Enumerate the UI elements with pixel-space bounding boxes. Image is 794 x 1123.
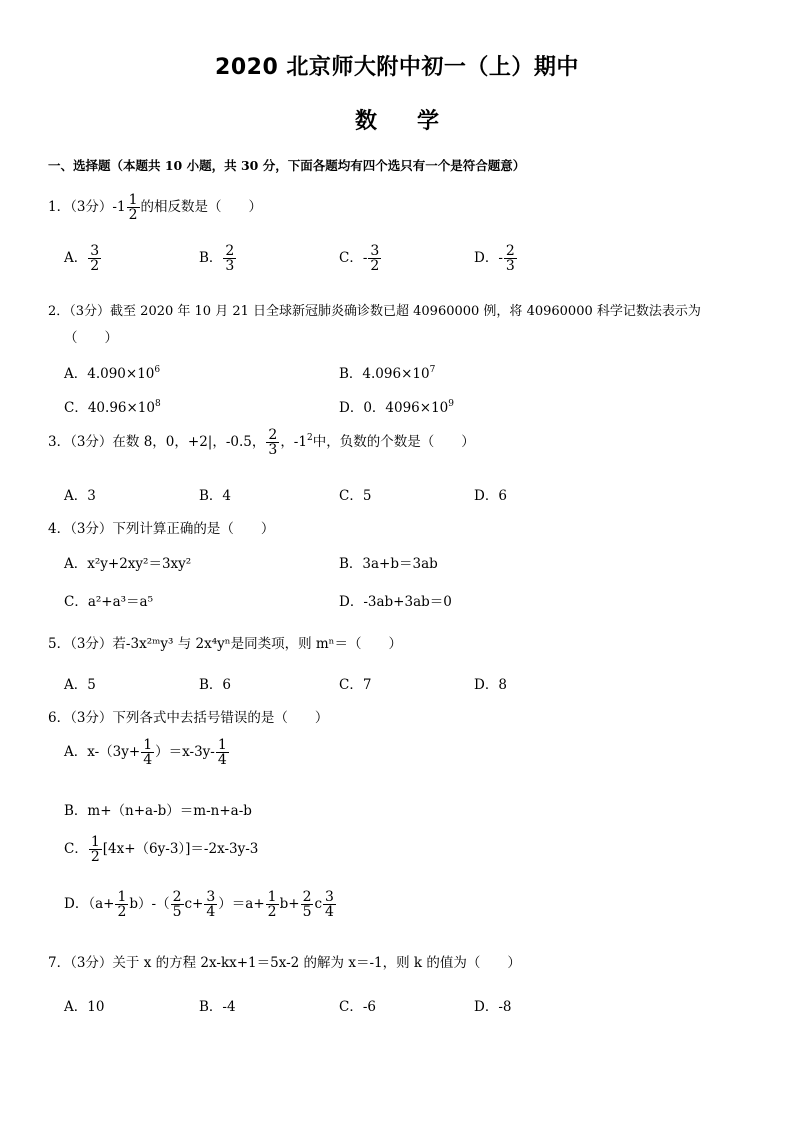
q1-option-c[interactable]: C．- $\frac{3}{2}$ (339, 243, 380, 274)
q4-option-c[interactable]: C．a²+a³＝a⁵ (64, 594, 154, 610)
subject-title: 数学 (354, 109, 479, 134)
q4-option-b[interactable]: B．3a+b＝3ab (339, 556, 438, 572)
q1-option-a[interactable]: A． $\frac{3}{2}$ (64, 243, 100, 274)
q4-option-d[interactable]: D．-3ab+3ab＝0 (339, 594, 452, 610)
fraction: $\frac{2}{3}$ (268, 427, 278, 458)
question-4: 4．（3分）下列计算正确的是（ ） (48, 521, 275, 537)
q6-option-d[interactable]: D．（a+ $\frac{1}{2}$ b）-（ $\frac{2}{5}$ c+ $\frac{3}{4}$ ）＝a+ $\frac{1}{2}$ b+ $\frac{2}{5}$ c $\frac{3}{4}$ (64, 889, 334, 920)
q1-option-d[interactable]: D．- $\frac{2}{3}$ (474, 243, 515, 274)
q3-option-a[interactable]: A．3 (64, 488, 96, 504)
question-5: 5．（3分）若-3x²ᵐy³ 与 2x⁴yⁿ是同类项，则 mⁿ＝（ ） (48, 636, 403, 652)
question-2-bracket: （ ） (64, 330, 118, 346)
q3-option-b[interactable]: B．4 (199, 488, 232, 504)
q7-option-c[interactable]: C．-6 (339, 999, 376, 1015)
q2-option-d[interactable]: D．0．$4096\times 10^9$ (339, 399, 454, 416)
q5-option-d[interactable]: D．8 (474, 677, 507, 693)
question-1: 1．（3分）-1 $\frac{1}{2}$ 的相反数是（ ） (48, 192, 263, 223)
question-6: 6．（3分）下列各式中去括号错误的是（ ） (48, 710, 329, 726)
q5-option-b[interactable]: B．6 (199, 677, 232, 693)
q1-option-b[interactable]: B． $\frac{2}{3}$ (199, 243, 235, 274)
q3-option-c[interactable]: C．5 (339, 488, 372, 504)
q6-option-b[interactable]: B．m+（n+a-b）＝m-n+a-b (64, 803, 252, 819)
q7-option-a[interactable]: A．10 (64, 999, 105, 1015)
fraction: $\frac{1}{2}$ (128, 192, 138, 223)
q2-option-a[interactable]: A．$4.090\times 10^6$ (64, 365, 161, 382)
q7-option-b[interactable]: B．-4 (199, 999, 236, 1015)
q4-option-a[interactable]: A．x²y+2xy²＝3xy² (64, 556, 192, 572)
q2-option-b[interactable]: B．$4.096\times 10^7$ (339, 365, 436, 382)
question-2: 2．（3分）截至 2020 年 10 月 21 日全球新冠肺炎确诊数已超 40960000 例，将 40960000 科学记数法表示为 (48, 304, 701, 319)
question-3: 3．（3分）在数 8，0，+2|，-0.5， $\frac{2}{3}$ ，$-1^2$中，负数的个数是（ ） (48, 427, 475, 458)
question-7: 7．（3分）关于 x 的方程 2x-kx+1＝5x-2 的解为 x＝-1，则 k 的值为（ ） (48, 955, 521, 971)
q6-option-a[interactable]: A．x-（3y+ $\frac{1}{4}$ ）＝x-3y- $\frac{1}{4}$ (64, 737, 227, 768)
q2-option-c[interactable]: C．$40.96\times 10^8$ (64, 399, 161, 416)
page-title: 2020 北京师大附中初一（上）期中 (215, 55, 579, 80)
section-heading: 一、选择题（本题共 10 小题，共 30 分，下面各题均有四个选只有一个是符合题意） (48, 158, 526, 173)
q3-option-d[interactable]: D．6 (474, 488, 507, 504)
q5-option-a[interactable]: A．5 (64, 677, 96, 693)
q6-option-c[interactable]: C． $\frac{1}{2}$ [4x+（6y-3）]＝-2x-3y-3 (64, 834, 259, 865)
q7-option-d[interactable]: D．-8 (474, 999, 512, 1015)
q5-option-c[interactable]: C．7 (339, 677, 372, 693)
